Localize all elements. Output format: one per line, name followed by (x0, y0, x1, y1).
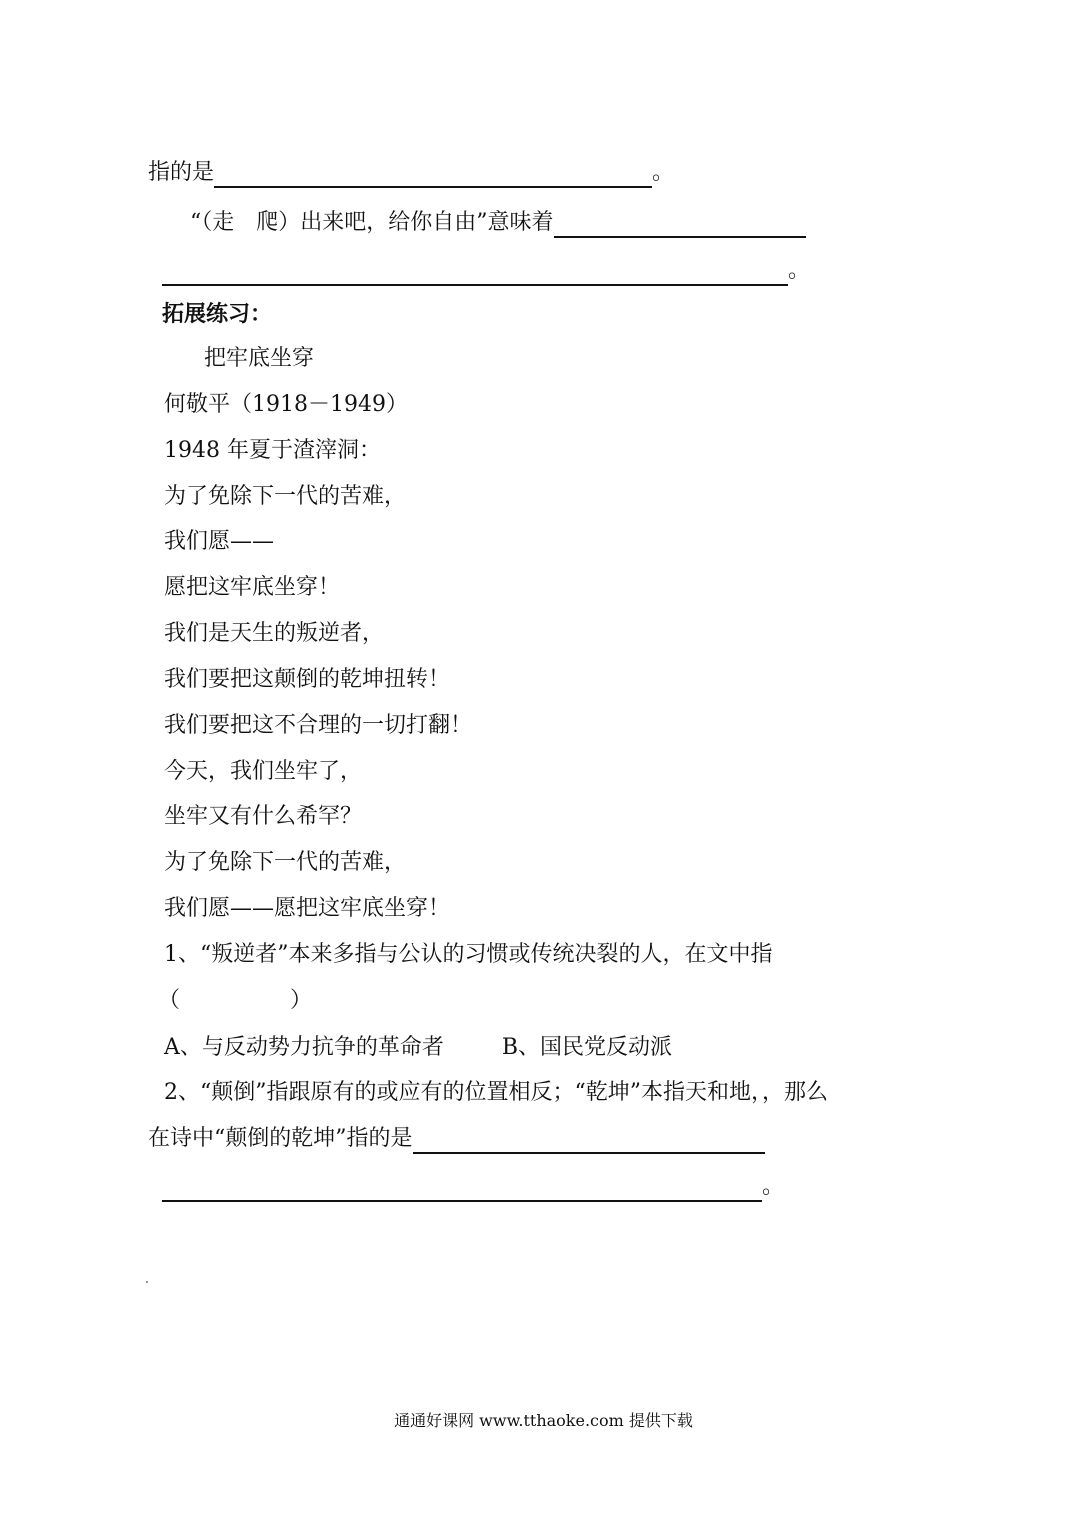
answer-line-1-prefix: 指的是 (148, 160, 215, 185)
question-1-answer-paren[interactable]: （ ） (158, 988, 313, 1013)
poem-line: 我们是天生的叛逆者， (164, 621, 385, 646)
question-2-suffix: 。 (762, 1174, 785, 1199)
question-1-options (164, 1033, 672, 1063)
answer-line-1 (148, 158, 674, 188)
answer-blank-2[interactable] (554, 214, 806, 238)
question-1-option-b[interactable]: B、国民党反动派 (501, 1035, 673, 1060)
question-1-text: 1、“叛逆者”本来多指与公认的习惯或传统决裂的人，在文中指 (164, 942, 773, 967)
question-2-line-2 (148, 1124, 765, 1154)
poem-context: 1948 年夏于渣滓洞： (164, 438, 381, 463)
page-speck (146, 1281, 148, 1283)
poem-line: 为了免除下一代的苦难， (164, 484, 407, 509)
answer-blank-3[interactable] (162, 262, 788, 286)
answer-line-3 (162, 256, 810, 286)
answer-line-3-suffix: 。 (788, 258, 811, 283)
poem-line: 坐牢又有什么希罕？ (164, 804, 363, 829)
answer-line-1-suffix: 。 (652, 160, 675, 185)
poem-line: 我们要把这颠倒的乾坤扭转！ (164, 667, 451, 692)
poem-line: 为了免除下一代的苦难， (164, 850, 407, 875)
poem-title: 把牢底坐穿 (204, 346, 315, 371)
poem-line: 我们愿——愿把这牢底坐穿！ (164, 896, 451, 921)
poem-line: 愿把这牢底坐穿！ (164, 575, 341, 600)
poem-author: 何敬平（1918－1949） (164, 392, 408, 417)
question-1-option-a[interactable]: A、与反动势力抗争的革命者 (164, 1035, 444, 1060)
answer-line-2-prefix: “（走 爬）出来吧，给你自由”意味着 (190, 210, 554, 235)
section-title: 拓展练习： (162, 302, 273, 327)
answer-blank-1[interactable] (214, 164, 652, 188)
poem-line: 今天，我们坐牢了， (164, 759, 363, 784)
question-2-blank-2[interactable] (162, 1178, 762, 1202)
poem-line: 我们愿—— (164, 529, 275, 554)
page-footer: 通通好课网 www.tthaoke.com 提供下载 (394, 1411, 693, 1430)
question-2-line-1: 2、“颠倒”指跟原有的或应有的位置相反；“乾坤”本指天和地，，那么 (164, 1080, 828, 1105)
answer-line-2 (190, 208, 806, 238)
question-2-line-3 (162, 1172, 784, 1202)
poem-line: 我们要把这不合理的一切打翻！ (164, 713, 473, 738)
question-2-prefix: 在诗中“颠倒的乾坤”指的是 (148, 1126, 413, 1151)
question-2-blank-1[interactable] (413, 1130, 765, 1154)
